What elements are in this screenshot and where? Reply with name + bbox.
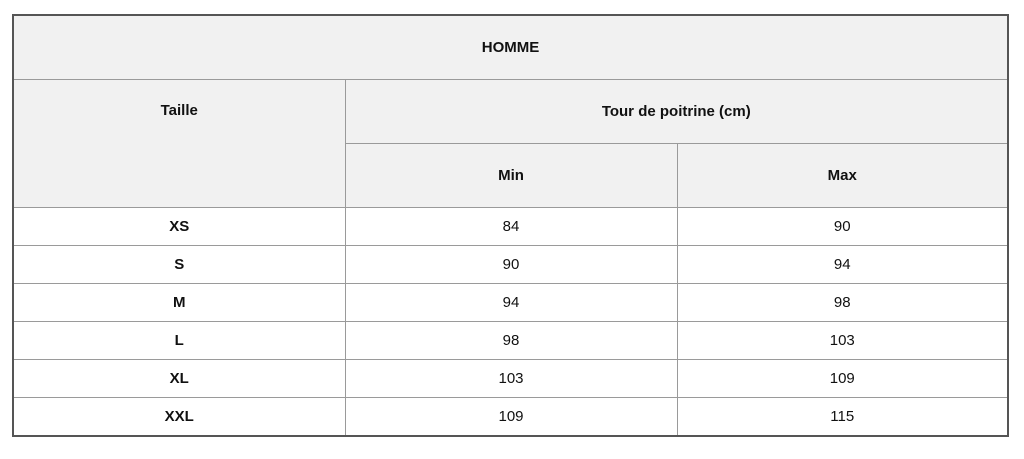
size-column-header: Taille — [13, 80, 345, 208]
table-row — [13, 360, 1008, 398]
size-cell: S — [13, 246, 345, 284]
max-cell: 115 — [677, 398, 1008, 437]
size-cell: XS — [13, 208, 345, 246]
max-cell: 103 — [677, 322, 1008, 360]
max-cell: 109 — [677, 360, 1008, 398]
max-cell: 98 — [677, 284, 1008, 322]
header-row — [13, 80, 1008, 144]
max-cell: 94 — [677, 246, 1008, 284]
max-column-header: Max — [677, 144, 1008, 208]
title-row — [13, 15, 1008, 80]
table-row — [13, 322, 1008, 360]
table-row — [13, 284, 1008, 322]
size-cell: XXL — [13, 398, 345, 437]
table-row — [13, 208, 1008, 246]
table-title: HOMME — [13, 15, 1008, 80]
size-cell: L — [13, 322, 345, 360]
min-cell: 109 — [345, 398, 677, 437]
max-cell: 90 — [677, 208, 1008, 246]
min-cell: 90 — [345, 246, 677, 284]
chest-measure-header: Tour de poitrine (cm) — [345, 80, 1008, 144]
size-chart-table — [12, 14, 1009, 437]
min-cell: 98 — [345, 322, 677, 360]
min-column-header: Min — [345, 144, 677, 208]
min-cell: 103 — [345, 360, 677, 398]
min-cell: 94 — [345, 284, 677, 322]
min-cell: 84 — [345, 208, 677, 246]
size-cell: XL — [13, 360, 345, 398]
table-row — [13, 398, 1008, 437]
size-cell: M — [13, 284, 345, 322]
table-row — [13, 246, 1008, 284]
